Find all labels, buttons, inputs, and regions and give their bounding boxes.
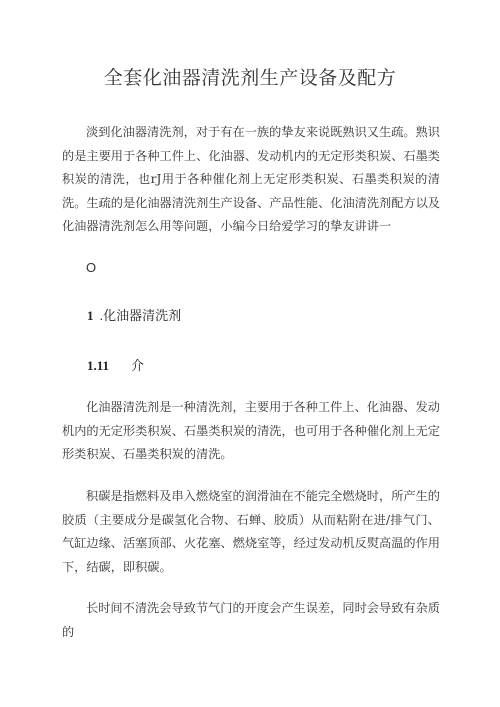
paragraph-text: 积碳是指燃料及串入燃烧室的润滑油在不能完全燃烧时，所产生的胶质（主要成分是碳氢化合物、石蝉、胶质）从而粘附在进/排气门、气缸边缘、活塞顶部、火花塞、燃烧室等，经过发动机反熨高温的作用下，结碳，即积碳。 [62, 489, 440, 574]
section-heading-1 [87, 305, 181, 324]
intro-text: 淡到化油器清洗剂，对于有在一族的挚友来说既熟识又生疏。熟识的是主要用于各种工件上、化油器、发动机内的无定形类积炭、石墨类积炭的清洗，也rJ用于各种催化剂上无定形类积炭、石墨类积炭的清洗。生疏的是化油器清洗剂生产设备、产品性能、化油清洗剂配方以及化油器清洗剂怎么用等问题，小编今日给爱学习的挚友讲讲一 [62, 125, 440, 233]
section-number: 1.11 [87, 358, 110, 373]
paragraph-consequence [62, 597, 440, 644]
section-heading-1-11 [87, 355, 144, 374]
stray-character: O [86, 260, 97, 275]
paragraph-text: 长时间不清洗会导致节气门的开度会产生误差，同时会导致有杂质的 [62, 601, 440, 639]
intro-paragraph [62, 121, 440, 239]
paragraph-text: 化油器清洗剂是一种清洗剂，主要用于各种工件上、化油器、发动机内的无定形类积炭、石墨类积炭的清洗，也可用于各种催化剂上无定形类积炭、石墨类积炭的清洗。 [62, 400, 440, 461]
paragraph-carbon-deposit [62, 485, 440, 579]
section-label: 介 [131, 358, 145, 373]
paragraph-definition [62, 396, 440, 467]
section-number: 1 [87, 308, 94, 323]
page-title: 全套化油器清洗剂生产设备及配方 [103, 67, 397, 89]
section-label: .化油器清洗剂 [99, 308, 182, 323]
